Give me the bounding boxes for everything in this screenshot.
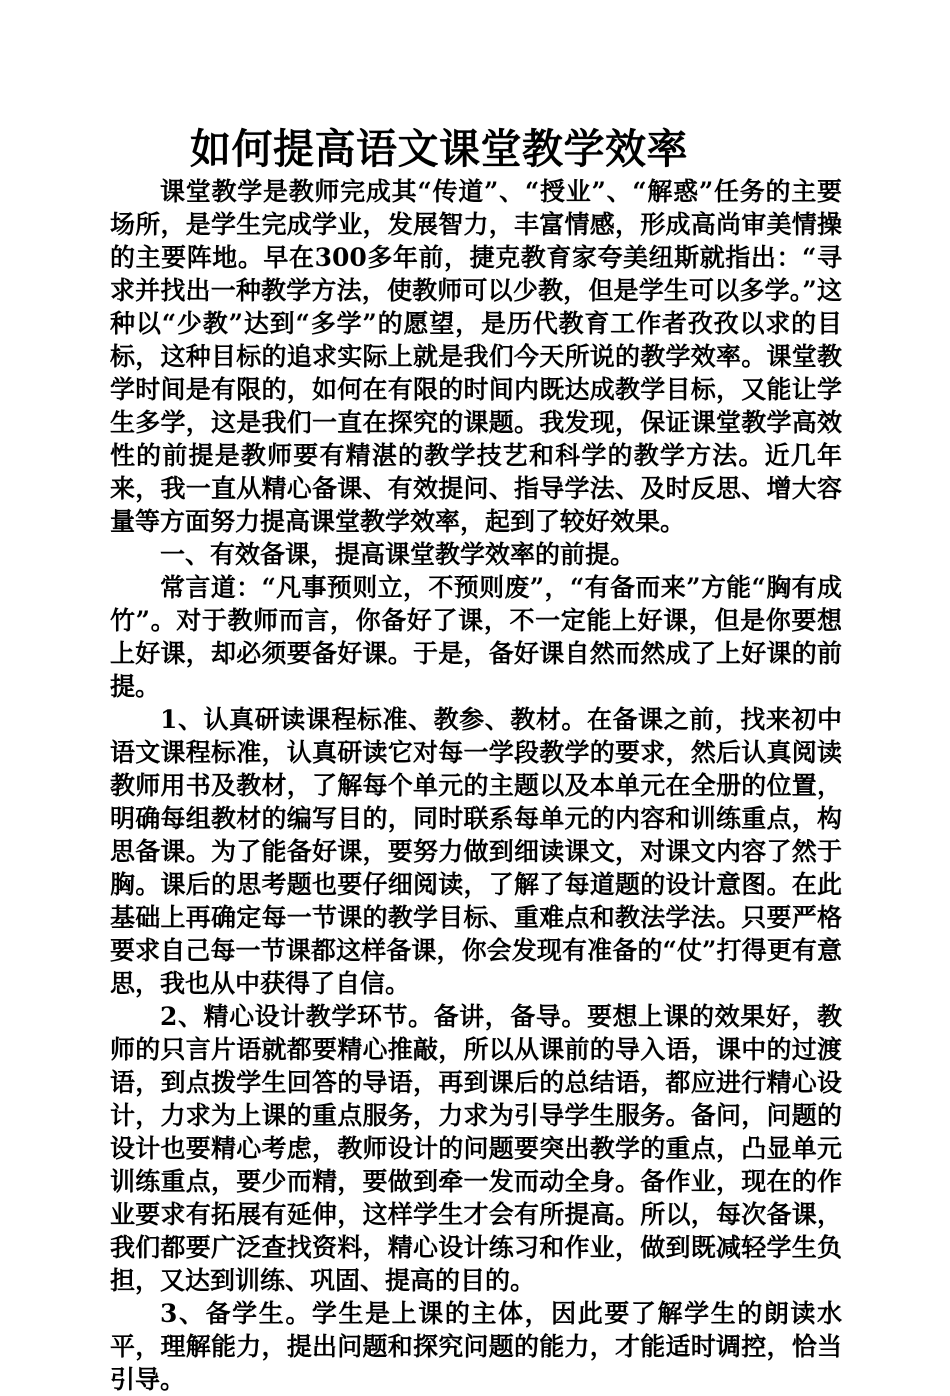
paragraph-study-curriculum: 1、认真研读课程标准、教参、教材。在备课之前，找来初中语文课程标准，认真研读它对每一学段教学的要求，然后认真阅读教师用书及教材，了解每个单元的主题以及本单元在全册的位置，明确每组教材的编写目的，同时联系每单元的内容和训练重点，构思备课。为了能备好课，要努力做到细读课文，对课文内容了然于胸。课后的思考题也要仔细阅读，了解了每道题的设计意图。在此基础上再确定每一节课的教学目标、重难点和教法学法。只要严格要求自己每一节课都这样备课，你会发现有准备的“仗”打得更有意思，我也从中获得了自信。 (110, 705, 842, 998)
paragraph-lesson-prep-premise: 常言道：“凡事预则立，不预则废”，“有备而来”方能“胸有成竹”。对于教师而言，你备好了课，不一定能上好课，但是你要想上好课，却必须要备好课。于是，备好课自然而然成了上好课的前提。 (110, 573, 842, 701)
paragraph-prepare-students: 3、备学生。学生是上课的主体，因此要了解学生的朗读水平，理解能力，提出问题和探究问题的能力，才能适时调控，恰当引导。 (110, 1299, 842, 1394)
section-heading-effective-lesson-prep: 一、有效备课，提高课堂教学效率的前提。 (160, 540, 636, 569)
document-body (110, 175, 842, 1396)
paragraph-intro: 课堂教学是教师完成其“传道”、“授业”、“解惑”任务的主要场所，是学生完成学业，发展智力，丰富情感，形成高尚审美情操的主要阵地。早在300多年前，捷克教育家夸美纽斯就指出：“寻求并找出一种教学方法，使教师可以少教，但是学生可以多学。”这种以“少教”达到“多学”的愿望，是历代教育工作者孜孜以求的目标，这种目标的追求实际上就是我们今天所说的教学效率。课堂教学时间是有限的，如何在有限的时间内既达成教学目标，又能让学生多学，这是我们一直在探究的课题。我发现，保证课堂教学高效性的前提是教师要有精湛的教学技艺和科学的教学方法。近几年来，我一直从精心备课、有效提问、指导学法、及时反思、增大容量等方面努力提高课堂教学效率，起到了较好效果。 (110, 177, 842, 536)
paragraph-design-teaching-steps: 2、精心设计教学环节。备讲，备导。要想上课的效果好，教师的只言片语就都要精心推敲，所以从课前的导入语，课中的过渡语，到点拨学生回答的导语，再到课后的总结语，都应进行精心设计，力求为上课的重点服务，力求为引导学生服务。备问，问题的设计也要精心考虑，教师设计的问题要突出教学的重点，凸显单元训练重点，要少而精，要做到牵一发而动全身。备作业，现在的作业要求有拓展有延伸，这样学生才会有所提高。所以，每次备课，我们都要广泛查找资料，精心设计练习和作业，做到既减轻学生负担，又达到训练、巩固、提高的目的。 (110, 1002, 842, 1295)
document-title: 如何提高语文课堂教学效率 (190, 125, 688, 173)
